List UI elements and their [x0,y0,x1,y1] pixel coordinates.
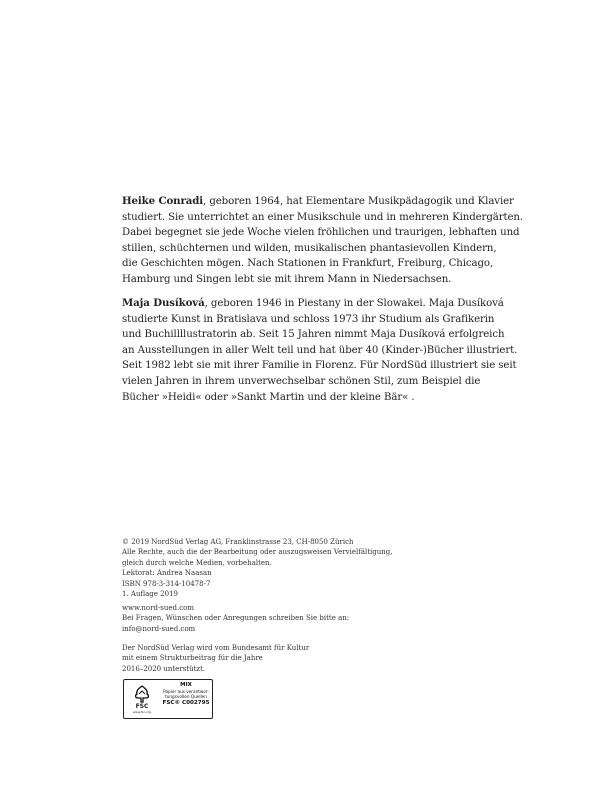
fsc-logo-word: FSC [135,702,149,710]
bio-text: und Buchillllustratorin ab. Seit 15 Jahren nimmt Maja Dusíková erfolgreich [122,329,505,341]
bio-text: die Geschichten mögen. Nach Stationen in Frankfurt, Freiburg, Chicago, [122,258,494,270]
funding-block [122,643,422,674]
bio-text: Bücher »Heidi« oder »Sankt Martin und der kleine Bär« . [122,391,415,403]
bio-text: Hamburg und Singen lebt sie mit ihrem Mann in Niedersachsen. [122,273,452,285]
copyright-line: © 2019 NordSüd Verlag AG, Franklinstrasse 23, CH-8050 Zürich [122,538,354,546]
fsc-subtext: Papier aus verantwor- [163,689,209,694]
bio-text: , geboren 1946 in Piestany in der Slowakei. Maja Dusíková [204,298,504,309]
author-name: Heike Conradi [122,195,204,207]
contact-block [122,603,422,634]
illustrator-name: Maja Dusíková [122,297,205,309]
isbn-line: ISBN 978-3-314-10478-7 [122,579,211,588]
imprint-block [122,537,422,599]
bio-text: studierte Kunst in Bratislava und schloss 1973 ihr Studium als Grafikerin [122,313,495,325]
rights-line: gleich durch welche Medien, vorbehalten. [122,558,272,567]
rights-line: Alle Rechte, auch die der Bearbeitung oder auszugsweisen Vervielfältigung, [122,548,393,557]
fsc-logo-url: www.fsc.org [132,709,152,714]
email-link[interactable]: info@nord-sued.com [122,624,196,633]
bio-text: Dabei begegnet sie jede Woche vielen fröhlichen und traurigen, lebhaften und [122,227,520,239]
fsc-text [160,680,212,718]
funding-line: Der NordSüd Verlag wird vom Bundesamt für Kultur [122,644,310,652]
bio-text: an Ausstellungen in aller Welt teil und hat über 40 (Kinder-)Bücher illustriert. [122,344,518,356]
author-bio-conradi [122,194,524,288]
fsc-label [123,679,213,719]
bio-text: stillen, schüchternen und wilden, musikalischen phantasievollen Kindern, [122,242,497,254]
bio-text: , geboren 1964, hat Elementare Musikpädagogik und Klavier [203,196,514,207]
funding-line: mit einem Strukturbeitrag für die Jahre [122,654,263,663]
edition-line: 1. Auflage 2019 [122,590,178,599]
editor-line: Lektorat: Andrea Naasan [122,569,212,578]
contact-note: Bei Fragen, Wünschen oder Anregungen schreiben Sie bitte an: [122,614,350,623]
bio-text: vielen Jahren in ihrem unverwechselbar schönen Stil, zum Beispiel die [122,375,481,387]
fsc-tree-icon [131,685,153,703]
fsc-mix-label: MIX [180,682,192,688]
illustrator-bio-dusikova [122,296,518,405]
fsc-license-code: FSC® C002795 [162,700,210,706]
funding-line: 2016–2020 unterstützt. [122,664,206,673]
fsc-logo [124,680,160,718]
bio-text: studiert. Sie unterrichtet an einer Musikschule und in mehreren Kindergärten. [122,211,524,223]
bio-text: Seit 1982 lebt sie mit ihrer Familie in Florenz. Für NordSüd illustriert sie seit [122,360,517,372]
website-link[interactable]: www.nord-sued.com [122,604,195,612]
fsc-subtext: tungsvollen Quellen [165,694,207,699]
